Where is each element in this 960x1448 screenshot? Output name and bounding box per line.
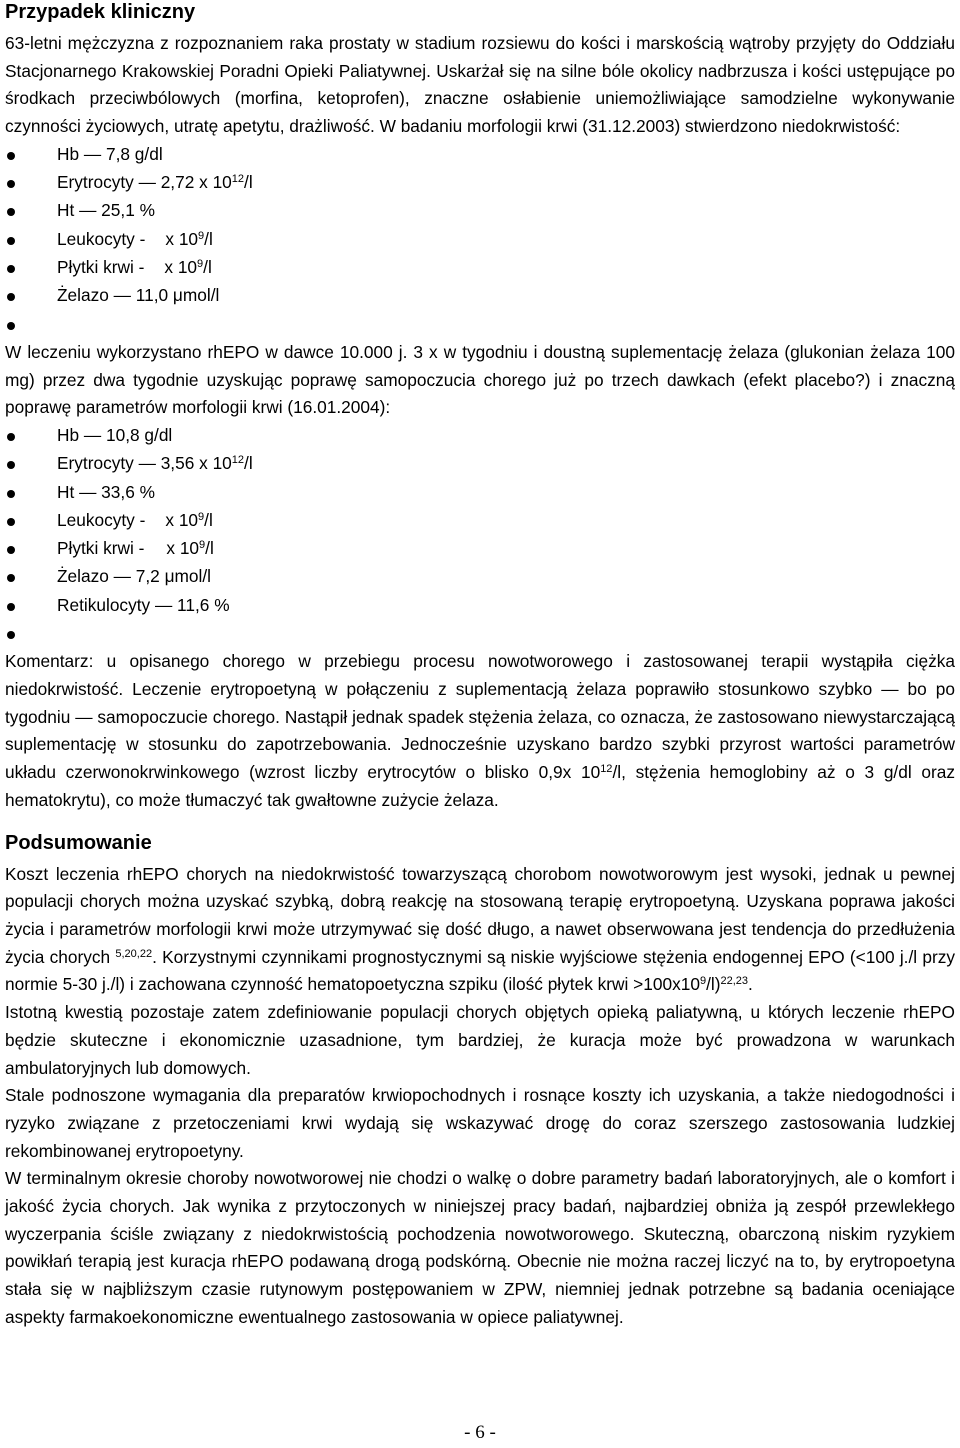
treatment-paragraph: W leczeniu wykorzystano rhEPO w dawce 10.000 j. 3 x w tygodniu i doustną suplementację żelaza (glukonian żelaza 100 mg) przez dwa tygodnie uzyskując poprawę samopoczucia chorego już po trzech dawkach (efekt placebo?) i znaczną poprawę parametrów morfologii krwi (16.01.2004): xyxy=(5,341,955,418)
summary-paragraph-2: Istotną kwestią pozostaje zatem zdefiniowanie populacji chorych objętych opieką paliatywną, u których leczenie rhEPO będzie skuteczne i ekonomicznie uzasadnione, tym bardziej, że kuracja może być prowadzona w warunkach ambulatoryjnych lub domowych. xyxy=(5,1002,955,1078)
citation-ref: 5,20,22 xyxy=(115,947,153,960)
lab-hb: Hb — 7,8 g/dl xyxy=(57,143,163,164)
list-item xyxy=(5,563,955,591)
section-heading-summary: Podsumowanie xyxy=(5,831,152,854)
section-heading-case: Przypadek kliniczny xyxy=(5,1,196,23)
citation-ref: 22,23 xyxy=(720,975,748,988)
list-item xyxy=(5,535,955,563)
lab-erythrocytes: Erytrocyty — 2,72 x $10^{12}/l$ xyxy=(57,172,253,193)
lab-platelets: Płytki krwi - x $10^9/l$ xyxy=(57,257,212,277)
lab-leukocytes: Leukocyty - x $10^9/l$ xyxy=(57,509,213,530)
list-item-empty xyxy=(5,311,955,339)
lab-erythrocytes: Erytrocyty — 3,56 x $10^{12}/l$ xyxy=(57,453,253,474)
summary-paragraph-4: W terminalnym okresie choroby nowotworowej nie chodzi o walkę o dobre parametry badań laboratoryjnych, ale o komfort i jakość życia chorych. Jak wynika z przytoczonych w niniejszej pracy badań, najbardziej obniża ją zespół przewlekłego wyczerpania ściśle związany z niedokrwistością pochodzenia nowotworowego. Skuteczną, obarczoną niskim ryzykiem powikłań terapią jest kuracja rhEPO podawaną drogą podskórną. Obecnie nie można raczej liczyć na to, by erytropoetyna stała się w najbliższym czasie rutynowym postępowaniem w ZPW, niemniej jednak potrzebne są badania oceniające aspekty farmakoekonomiczne ewentualnego zastosowania w opiece paliatywnej. xyxy=(5,1168,955,1327)
list-item xyxy=(5,507,955,535)
list-item-empty xyxy=(5,620,955,648)
case-intro-paragraph: 63-letni mężczyzna z rozpoznaniem raka prostaty w stadium rozsiewu do kości i marskością wątroby przyjęty do Oddziału Stacjonarnego Krakowskiej Poradni Opieki Paliatywnej. Uskarżał się na silne bóle okolicy nadbrzusza i kości ustępujące po środkach przeciwbólowych (morfina, ketoprofen), znaczne osłabienie uniemożliwiające samodzielne wykonywanie czynności życiowych, utratę apetytu, drażliwość. W badaniu morfologii krwi (31.12.2003) stwierdzono niedokrwistość: xyxy=(5,33,955,137)
summary-paragraph-3: Stale podnoszone wymagania dla preparatów krwiopochodnych i rosnące koszty ich uzyskania, a także niedogodności i ryzyko związane z przetoczeniami krwi wydają się wskazywać drogę do coraz szerszego zastosowania ludzkiej rekombinowanej erytropoetyny. xyxy=(5,1085,955,1161)
lab-results-list-1 xyxy=(5,141,955,339)
lab-ht: Ht — 33,6 % xyxy=(57,481,155,502)
summary-paragraph-1: Koszt leczenia rhEPO chorych na niedokrwistość towarzyszącą chorobom nowotworowym jest wysoki, jednak u pewnej populacji chorych można uzyskać szybką, dobrą reakcję na stosowaną terapię erytropoetyną. Uzyskana poprawa jakości życia i parametrów morfologii krwi może utrzymywać się dość długo, a nawet obserwowana jest tendencja do przedłużenia życia chorych $^{5,20,22}$. Korzystnymi czynnikami prognostycznymi są niskie wyjściowe stężenia endogennej EPO (<100 j./l przy normie 5-30 j./l) i zachowana czynność hematopoetyczna szpiku (ilość płytek krwi $>100x10^9/l)^{22,23}$. xyxy=(5,863,955,995)
lab-reticulocytes: Retikulocyty — 11,6 % xyxy=(57,594,230,615)
lab-results-list-2 xyxy=(5,422,955,648)
list-item xyxy=(5,169,955,197)
list-item xyxy=(5,450,955,478)
lab-iron: Żelazo — 11,0 μmol/l xyxy=(57,285,220,306)
list-item xyxy=(5,422,955,450)
list-item xyxy=(5,479,955,507)
lab-leukocytes: Leukocyty - x $10^9/l$ xyxy=(57,228,213,249)
page-number: - 6 - xyxy=(464,1422,496,1443)
lab-iron: Żelazo — 7,2 μmol/l xyxy=(57,566,212,587)
lab-hb: Hb — 10,8 g/dl xyxy=(57,425,173,445)
list-item xyxy=(5,282,955,310)
list-item xyxy=(5,141,955,169)
list-item xyxy=(5,226,955,254)
list-item xyxy=(5,254,955,282)
list-item xyxy=(5,592,955,620)
comment-paragraph: Komentarz: u opisanego chorego w przebiegu procesu nowotworowego i zastosowanej terapii wystąpiła ciężka niedokrwistość. Leczenie erytropoetyną w połączeniu z suplementacją żelaza poprawiło stosunkowo szybko — bo po tygodniu — samopoczucie chorego. Nastąpił jednak spadek stężenia żelaza, co oznacza, że zastosowano niewystarczającą suplementację w stosunku do zapotrzebowania. Jednocześnie uzyskano bardzo szybki przyrost wartości parametrów układu czerwonokrwinkowego (wzrost liczby erytrocytów o blisko 0,9x $10^{12}/l$, stężenia hemoglobiny aż o 3 g/dl oraz hematokrytu), co może tłumaczyć tak gwałtowne zużycie żelaza. xyxy=(5,651,955,810)
lab-ht: Ht — 25,1 % xyxy=(57,200,155,221)
lab-platelets: Płytki krwi - x $10^9/l$ xyxy=(57,538,214,559)
list-item xyxy=(5,197,955,225)
document-page xyxy=(5,0,955,1332)
